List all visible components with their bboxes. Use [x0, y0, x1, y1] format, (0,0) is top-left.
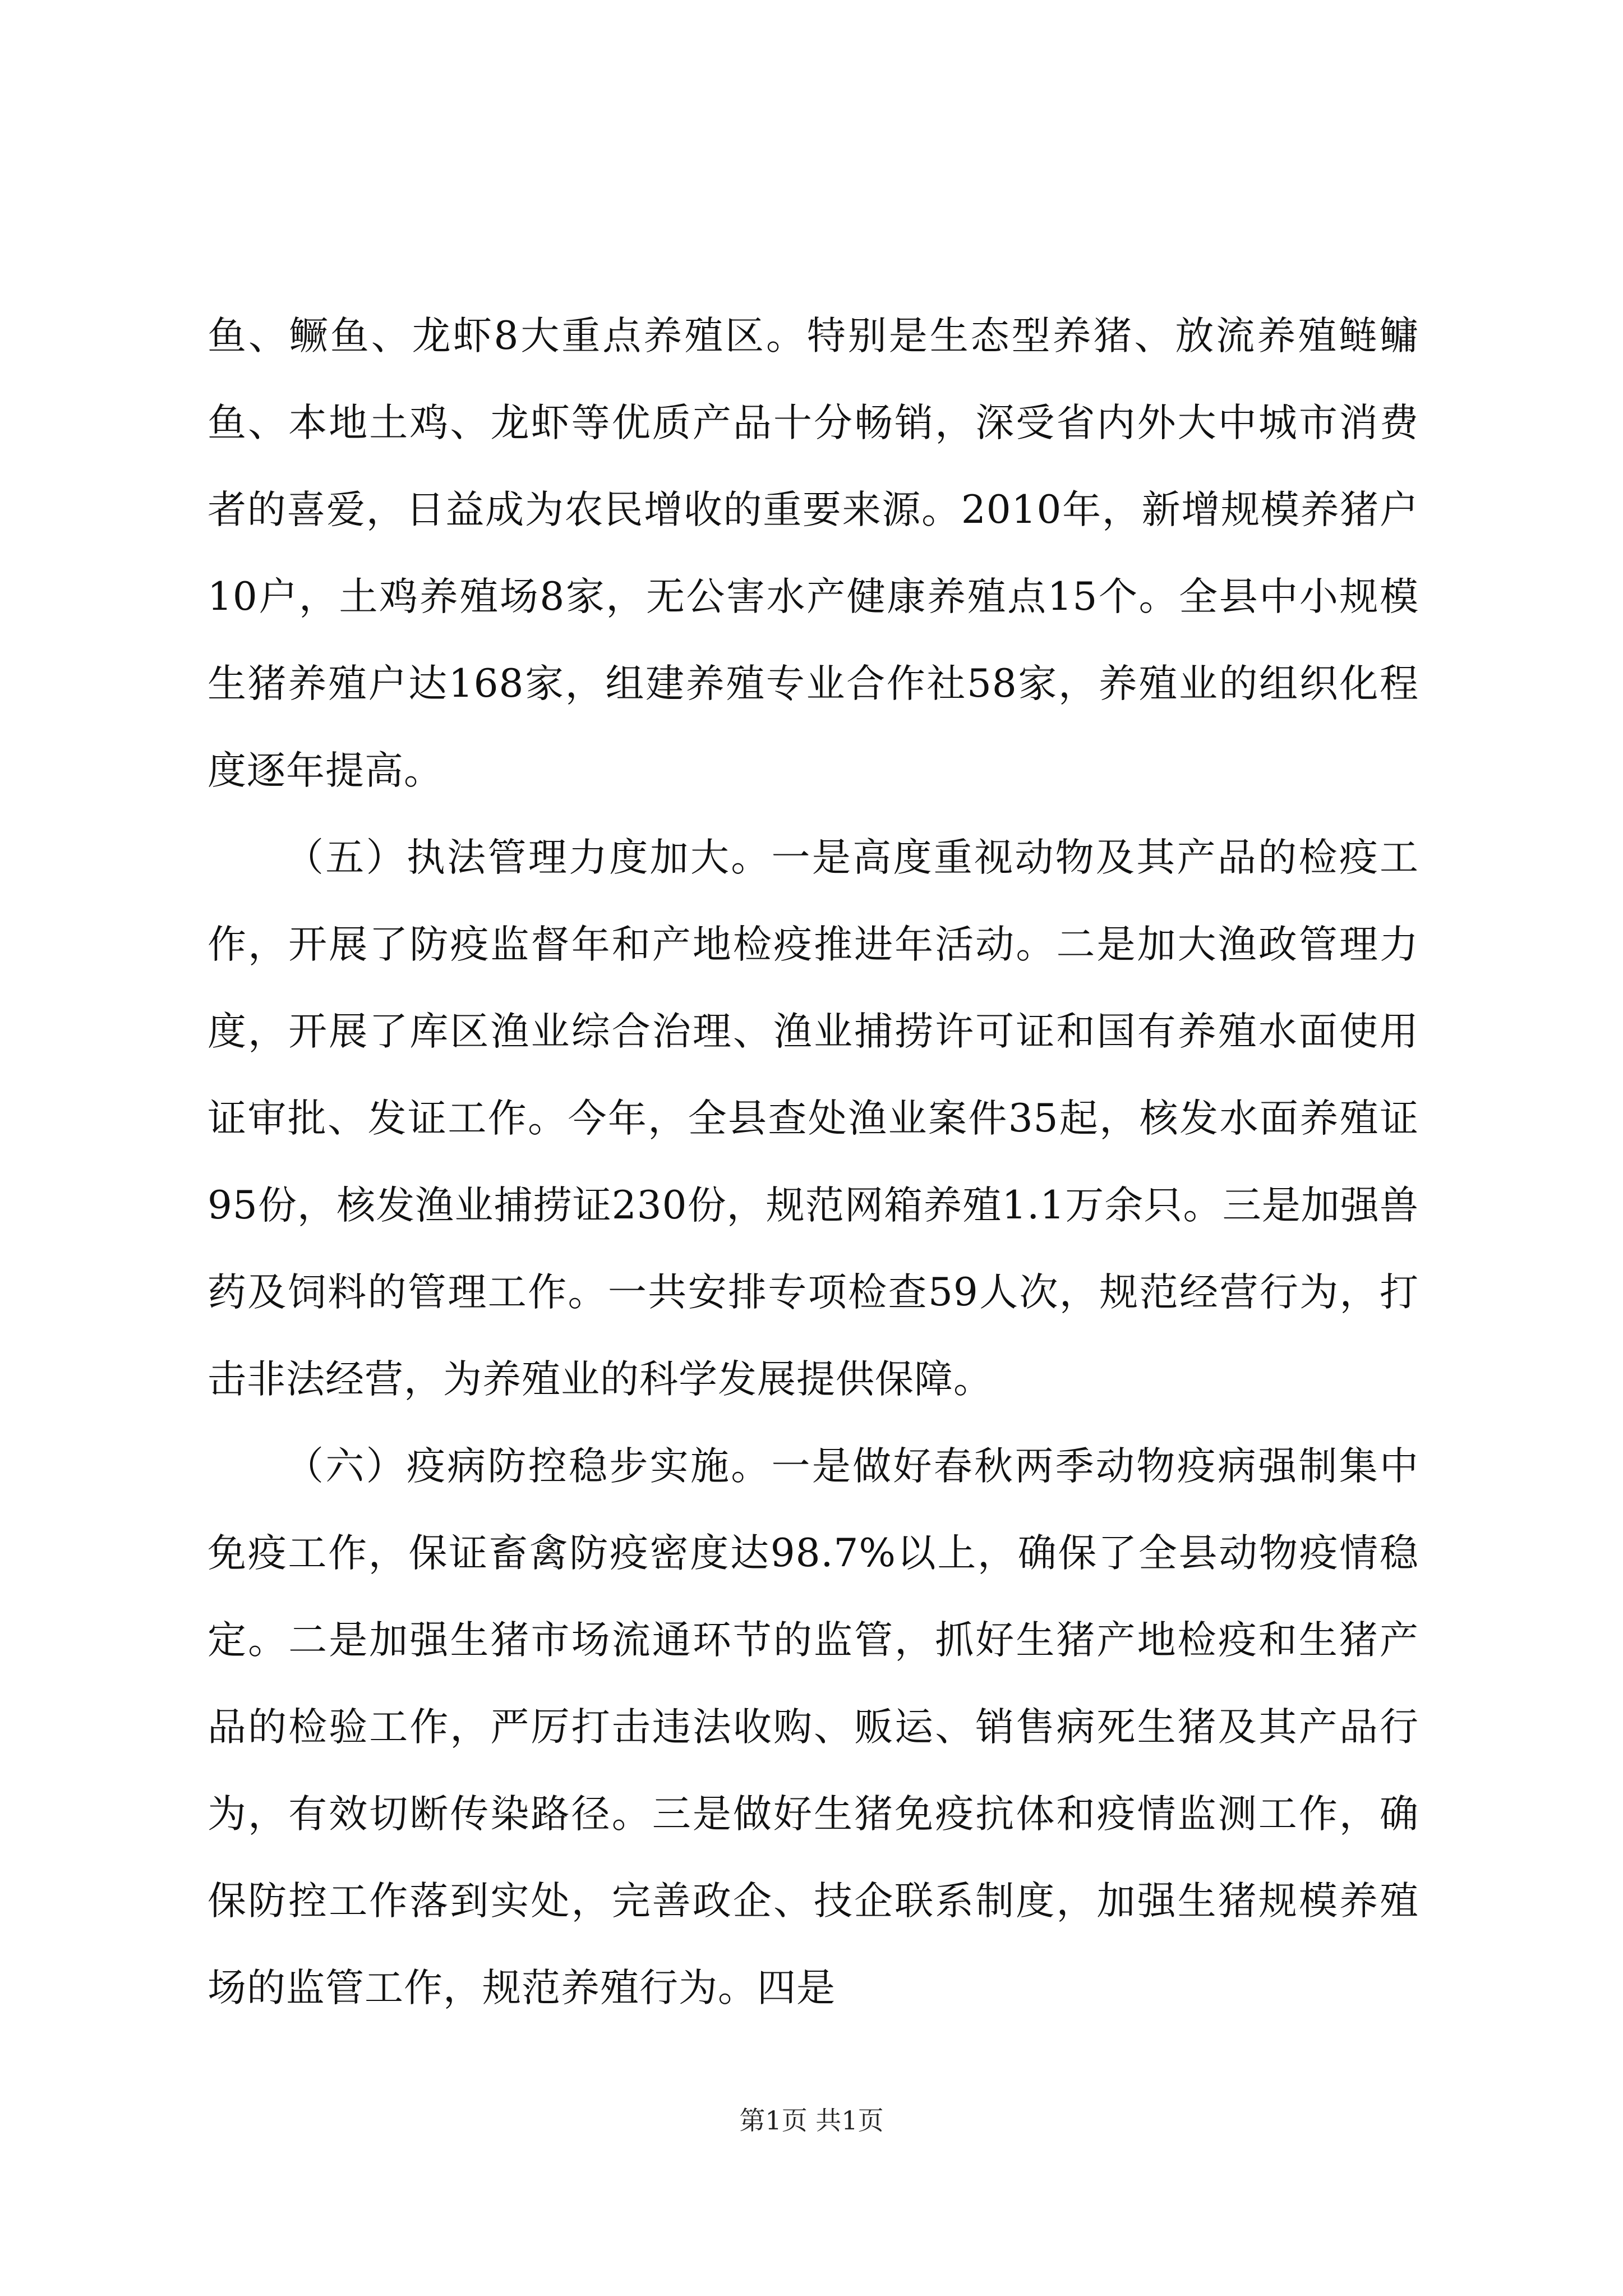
page-footer: 第1页 共1页: [739, 2105, 884, 2136]
paragraph-2: （五）执法管理力度加大。一是高度重视动物及其产品的检疫工作，开展了防疫监督年和产地检疫推进年活动。二是加大渔政管理力度，开展了库区渔业综合治理、渔业捕捞许可证和国有养殖水面使用证审批、发证工作。今年，全县查处渔业案件35起，核发水面养殖证95份，核发渔业捕捞证230份，规范网箱养殖1.1万余只。三是加强兽药及饲料的管理工作。一共安排专项检查59人次，规范经营行为，打击非法经营，为养殖业的科学发展提供保障。: [208, 835, 1419, 1402]
paragraph-3: （六）疫病防控稳步实施。一是做好春秋两季动物疫病强制集中免疫工作，保证畜禽防疫密度达98.7%以上，确保了全县动物疫情稳定。二是加强生猪市场流通环节的监管，抓好生猪产地检疫和生猪产品的检验工作，严厉打击违法收购、贩运、销售病死生猪及其产品行为，有效切断传染路径。三是做好生猪免疫抗体和疫情监测工作，确保防控工作落到实处，完善政企、技企联系制度，加强生猪规模养殖场的监管工作，规范养殖行为。四是: [208, 1444, 1419, 2010]
document-body: [208, 293, 1419, 2032]
paragraph-1: 鱼、鳜鱼、龙虾8大重点养殖区。特别是生态型养猪、放流养殖鲢鳙鱼、本地土鸡、龙虾等优质产品十分畅销，深受省内外大中城市消费者的喜爱，日益成为农民增收的重要来源。2010年，新增规模养猪户10户，土鸡养殖场8家，无公害水产健康养殖点15个。全县中小规模生猪养殖户达168家，组建养殖专业合作社58家，养殖业的组织化程度逐年提高。: [208, 314, 1419, 793]
